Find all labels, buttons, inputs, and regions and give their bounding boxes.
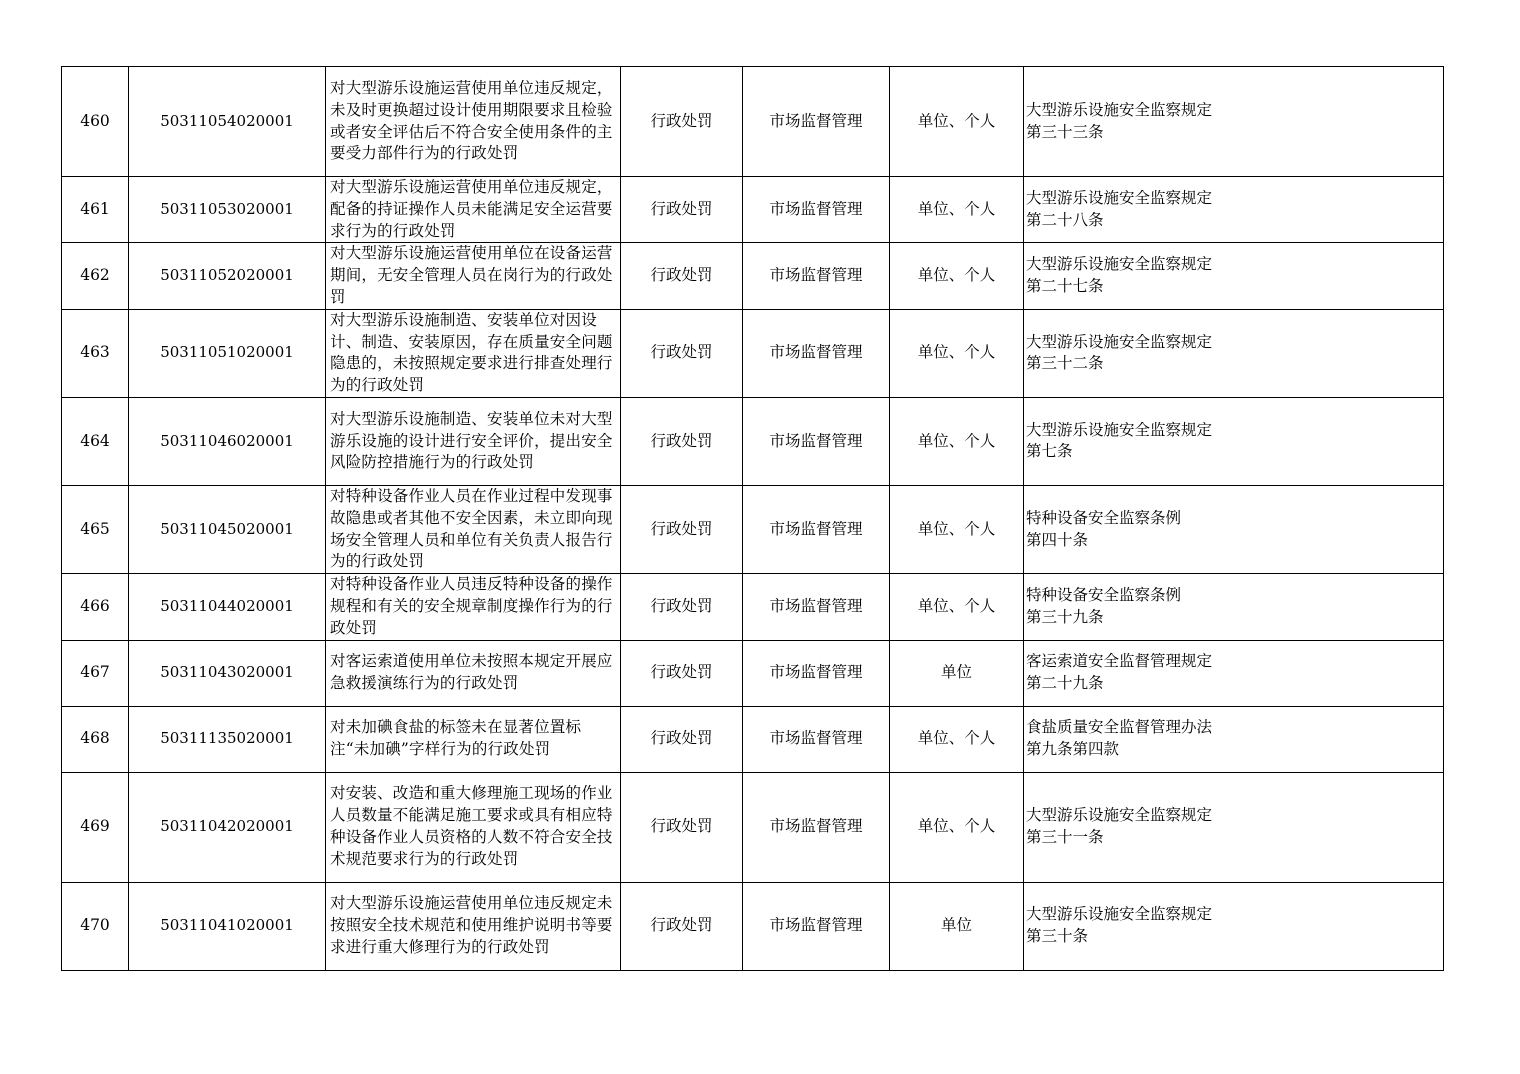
- target-cell: 单位、个人: [890, 309, 1024, 397]
- item-type-cell: 行政处罚: [621, 882, 743, 970]
- legal-basis-cell: [1024, 772, 1444, 882]
- legal-basis-article: 第三十九条: [1026, 607, 1104, 626]
- target-cell: 单位: [890, 640, 1024, 706]
- table-row: [62, 67, 1444, 177]
- item-type-cell: 行政处罚: [621, 67, 743, 177]
- legal-basis-article: 第三十条: [1026, 927, 1089, 946]
- legal-basis-article: 第七条: [1026, 442, 1073, 461]
- item-type-cell: 行政处罚: [621, 397, 743, 485]
- row-number-cell: 461: [62, 177, 129, 243]
- row-number-cell: 465: [62, 485, 129, 573]
- item-type-cell: 行政处罚: [621, 485, 743, 573]
- item-type-cell: 行政处罚: [621, 772, 743, 882]
- item-description-cell: 对安装、改造和重大修理施工现场的作业人员数量不能满足施工要求或具有相应特种设备作业人员资格的人数不符合安全技术规范要求行为的行政处罚: [326, 772, 621, 882]
- department-cell: 市场监督管理: [743, 772, 890, 882]
- legal-basis-law: 大型游乐设施安全监察规定: [1026, 420, 1213, 439]
- table-row: [62, 485, 1444, 573]
- legal-basis-law: 大型游乐设施安全监察规定: [1026, 100, 1213, 119]
- item-code-cell: 50311045020001: [129, 485, 326, 573]
- legal-basis-article: 第二十九条: [1026, 674, 1104, 693]
- row-number-cell: 460: [62, 67, 129, 177]
- legal-basis-cell: [1024, 882, 1444, 970]
- department-cell: 市场监督管理: [743, 243, 890, 309]
- item-code-cell: 50311043020001: [129, 640, 326, 706]
- item-description-cell: 对大型游乐设施制造、安装单位对因设计、制造、安装原因，存在质量安全问题隐患的，未按照规定要求进行排查处理行为的行政处罚: [326, 309, 621, 397]
- item-description-cell: 对特种设备作业人员在作业过程中发现事故隐患或者其他不安全因素，未立即向现场安全管理人员和单位有关负责人报告行为的行政处罚: [326, 485, 621, 573]
- legal-basis-law: 特种设备安全监察条例: [1026, 586, 1182, 605]
- target-cell: 单位、个人: [890, 706, 1024, 772]
- item-type-cell: 行政处罚: [621, 243, 743, 309]
- item-type-cell: 行政处罚: [621, 640, 743, 706]
- item-description-cell: 对特种设备作业人员违反特种设备的操作规程和有关的安全规章制度操作行为的行政处罚: [326, 574, 621, 640]
- department-cell: 市场监督管理: [743, 397, 890, 485]
- item-type-cell: 行政处罚: [621, 309, 743, 397]
- item-code-cell: 50311051020001: [129, 309, 326, 397]
- legal-basis-law: 大型游乐设施安全监察规定: [1026, 332, 1213, 351]
- item-code-cell: 50311053020001: [129, 177, 326, 243]
- legal-basis-law: 大型游乐设施安全监察规定: [1026, 806, 1213, 825]
- legal-basis-law: 食盐质量安全监督管理办法: [1026, 718, 1213, 737]
- item-description-cell: 对大型游乐设施制造、安装单位未对大型游乐设施的设计进行安全评价，提出安全风险防控措施行为的行政处罚: [326, 397, 621, 485]
- department-cell: 市场监督管理: [743, 67, 890, 177]
- legal-basis-article: 第三十一条: [1026, 828, 1104, 847]
- legal-basis-cell: [1024, 706, 1444, 772]
- legal-basis-cell: [1024, 67, 1444, 177]
- item-type-cell: 行政处罚: [621, 706, 743, 772]
- legal-basis-article: 第四十条: [1026, 530, 1089, 549]
- legal-basis-cell: [1024, 574, 1444, 640]
- row-number-cell: 470: [62, 882, 129, 970]
- legal-basis-cell: [1024, 177, 1444, 243]
- target-cell: 单位: [890, 882, 1024, 970]
- legal-basis-law: 大型游乐设施安全监察规定: [1026, 905, 1213, 924]
- table-row: [62, 882, 1444, 970]
- legal-basis-cell: [1024, 640, 1444, 706]
- target-cell: 单位、个人: [890, 177, 1024, 243]
- target-cell: 单位、个人: [890, 574, 1024, 640]
- department-cell: 市场监督管理: [743, 706, 890, 772]
- table-row: [62, 640, 1444, 706]
- legal-basis-article: 第九条第四款: [1026, 740, 1120, 759]
- row-number-cell: 467: [62, 640, 129, 706]
- item-description-cell: 对未加碘食盐的标签未在显著位置标注“未加碘”字样行为的行政处罚: [326, 706, 621, 772]
- row-number-cell: 468: [62, 706, 129, 772]
- department-cell: 市场监督管理: [743, 177, 890, 243]
- legal-basis-law: 大型游乐设施安全监察规定: [1026, 255, 1213, 274]
- target-cell: 单位、个人: [890, 485, 1024, 573]
- target-cell: 单位、个人: [890, 397, 1024, 485]
- item-description-cell: 对大型游乐设施运营使用单位违反规定未按照安全技术规范和使用维护说明书等要求进行重大修理行为的行政处罚: [326, 882, 621, 970]
- legal-basis-cell: [1024, 243, 1444, 309]
- legal-basis-article: 第二十七条: [1026, 277, 1104, 296]
- department-cell: 市场监督管理: [743, 309, 890, 397]
- target-cell: 单位、个人: [890, 67, 1024, 177]
- item-description-cell: 对大型游乐设施运营使用单位在设备运营期间，无安全管理人员在岗行为的行政处罚: [326, 243, 621, 309]
- row-number-cell: 469: [62, 772, 129, 882]
- item-description-cell: 对大型游乐设施运营使用单位违反规定，配备的持证操作人员未能满足安全运营要求行为的行政处罚: [326, 177, 621, 243]
- row-number-cell: 462: [62, 243, 129, 309]
- enforcement-items-table: [61, 66, 1444, 971]
- table-row: [62, 397, 1444, 485]
- table-row: [62, 309, 1444, 397]
- item-description-cell: 对客运索道使用单位未按照本规定开展应急救援演练行为的行政处罚: [326, 640, 621, 706]
- table-row: [62, 706, 1444, 772]
- legal-basis-article: 第三十二条: [1026, 354, 1104, 373]
- department-cell: 市场监督管理: [743, 485, 890, 573]
- item-code-cell: 50311054020001: [129, 67, 326, 177]
- department-cell: 市场监督管理: [743, 574, 890, 640]
- department-cell: 市场监督管理: [743, 640, 890, 706]
- item-description-cell: 对大型游乐设施运营使用单位违反规定，未及时更换超过设计使用期限要求且检验或者安全评估后不符合安全使用条件的主要受力部件行为的行政处罚: [326, 67, 621, 177]
- item-type-cell: 行政处罚: [621, 177, 743, 243]
- legal-basis-law: 大型游乐设施安全监察规定: [1026, 188, 1213, 207]
- table-row: [62, 772, 1444, 882]
- item-code-cell: 50311046020001: [129, 397, 326, 485]
- legal-basis-cell: [1024, 309, 1444, 397]
- row-number-cell: 466: [62, 574, 129, 640]
- legal-basis-law: 客运索道安全监督管理规定: [1026, 652, 1213, 671]
- legal-basis-cell: [1024, 397, 1444, 485]
- legal-basis-law: 特种设备安全监察条例: [1026, 508, 1182, 527]
- target-cell: 单位、个人: [890, 772, 1024, 882]
- row-number-cell: 463: [62, 309, 129, 397]
- table-body: [62, 67, 1444, 971]
- department-cell: 市场监督管理: [743, 882, 890, 970]
- table-row: [62, 177, 1444, 243]
- legal-basis-article: 第三十三条: [1026, 122, 1104, 141]
- item-code-cell: 50311135020001: [129, 706, 326, 772]
- legal-basis-article: 第二十八条: [1026, 210, 1104, 229]
- row-number-cell: 464: [62, 397, 129, 485]
- item-type-cell: 行政处罚: [621, 574, 743, 640]
- target-cell: 单位、个人: [890, 243, 1024, 309]
- item-code-cell: 50311044020001: [129, 574, 326, 640]
- table-row: [62, 574, 1444, 640]
- item-code-cell: 50311052020001: [129, 243, 326, 309]
- item-code-cell: 50311042020001: [129, 772, 326, 882]
- legal-basis-cell: [1024, 485, 1444, 573]
- item-code-cell: 50311041020001: [129, 882, 326, 970]
- table-row: [62, 243, 1444, 309]
